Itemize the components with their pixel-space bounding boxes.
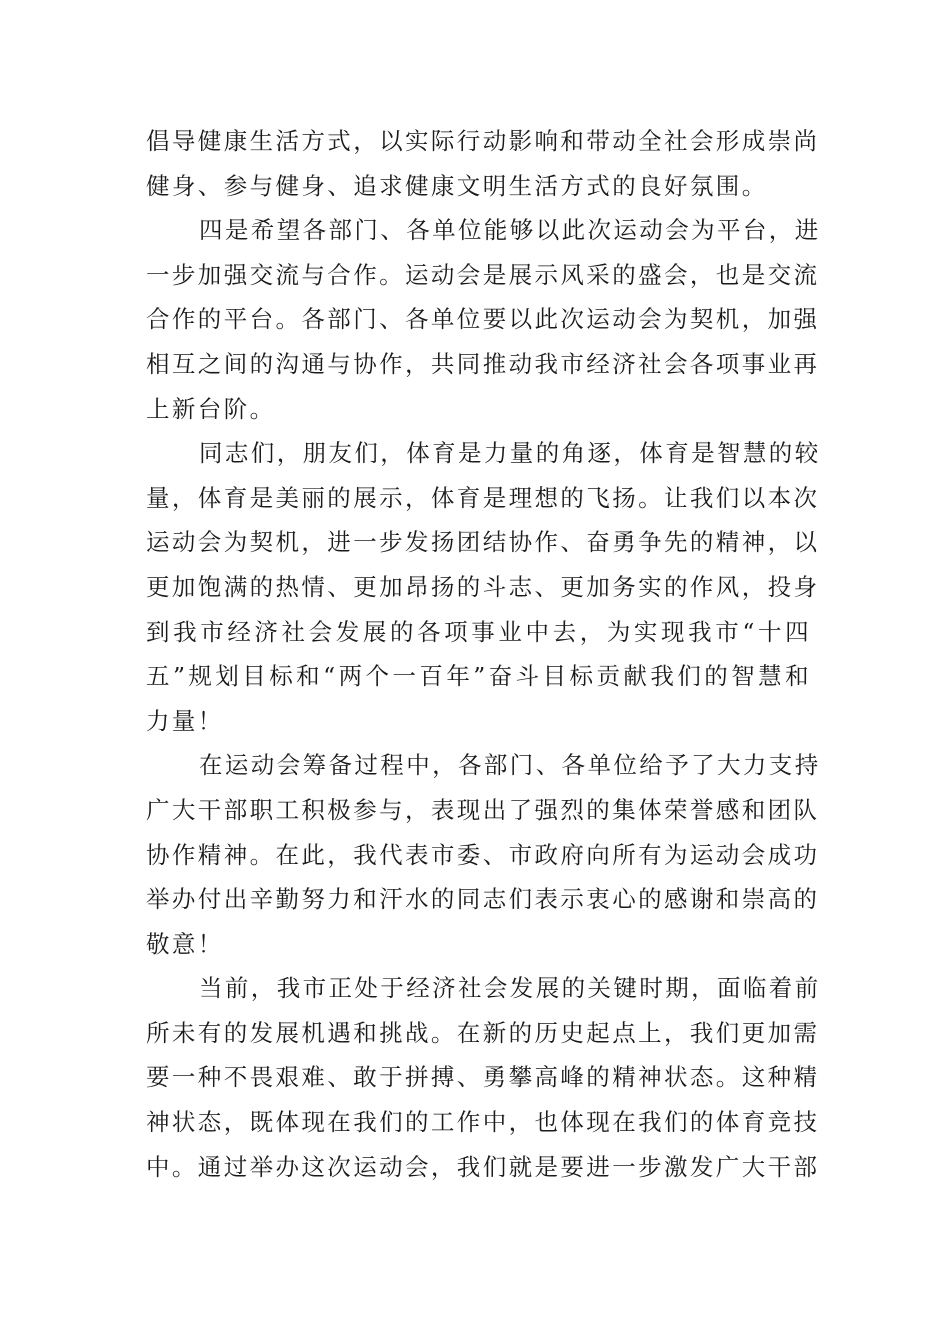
document-body [146,119,821,1189]
paragraph-first-line: 当前，我市正处于经济社会发展的关键时期，面临着前 [199,974,821,1003]
text-line: 更加饱满的热情、更加昂扬的斗志、更加务实的作风，投身 [146,572,820,601]
text-line: 运动会为契机，进一步发扬团结协作、奋勇争先的精神，以 [146,528,820,557]
text-line: 量，体育是美丽的展示，体育是理想的飞扬。让我们以本次 [146,483,820,512]
text-line: 上新台阶。 [146,394,276,423]
paragraph-first-line: 四是希望各部门、各单位能够以此次运动会为平台，进 [199,216,821,245]
text-line: 力量！ [146,706,224,735]
text-line: 举办付出辛勤努力和汗水的同志们表示衷心的感谢和崇高的 [146,885,820,914]
text-line: 神状态，既体现在我们的工作中，也体现在我们的体育竞技 [146,1108,820,1137]
paragraph-first-line: 在运动会筹备过程中，各部门、各单位给予了大力支持 [199,751,821,780]
text-line: 到我市经济社会发展的各项事业中去，为实现我市“十四 [146,617,811,646]
text-line: 所未有的发展机遇和挑战。在新的历史起点上，我们更加需 [146,1018,820,1047]
text-line: 合作的平台。各部门、各单位要以此次运动会为契机，加强 [146,305,820,334]
text-line: 五”规划目标和“两个一百年”奋斗目标贡献我们的智慧和 [146,662,811,691]
text-line: 倡导健康生活方式，以实际行动影响和带动全社会形成崇尚 [146,127,820,155]
text-line: 一步加强交流与合作。运动会是展示风采的盛会，也是交流 [146,260,820,289]
text-line: 广大干部职工积极参与，表现出了强烈的集体荣誉感和团队 [146,795,820,824]
text-line: 中。通过举办这次运动会，我们就是要进一步激发广大干部 [146,1152,820,1181]
text-line: 敬意！ [146,929,224,958]
text-line: 要一种不畏艰难、敢于拼搏、勇攀高峰的精神状态。这种精 [146,1063,820,1092]
text-line: 健身、参与健身、追求健康文明生活方式的良好氛围。 [146,171,768,200]
paragraph-first-line: 同志们，朋友们，体育是力量的角逐，体育是智慧的较 [199,439,821,468]
text-line: 相互之间的沟通与协作，共同推动我市经济社会各项事业再 [146,349,820,378]
text-line: 协作精神。在此，我代表市委、市政府向所有为运动会成功 [146,840,820,869]
